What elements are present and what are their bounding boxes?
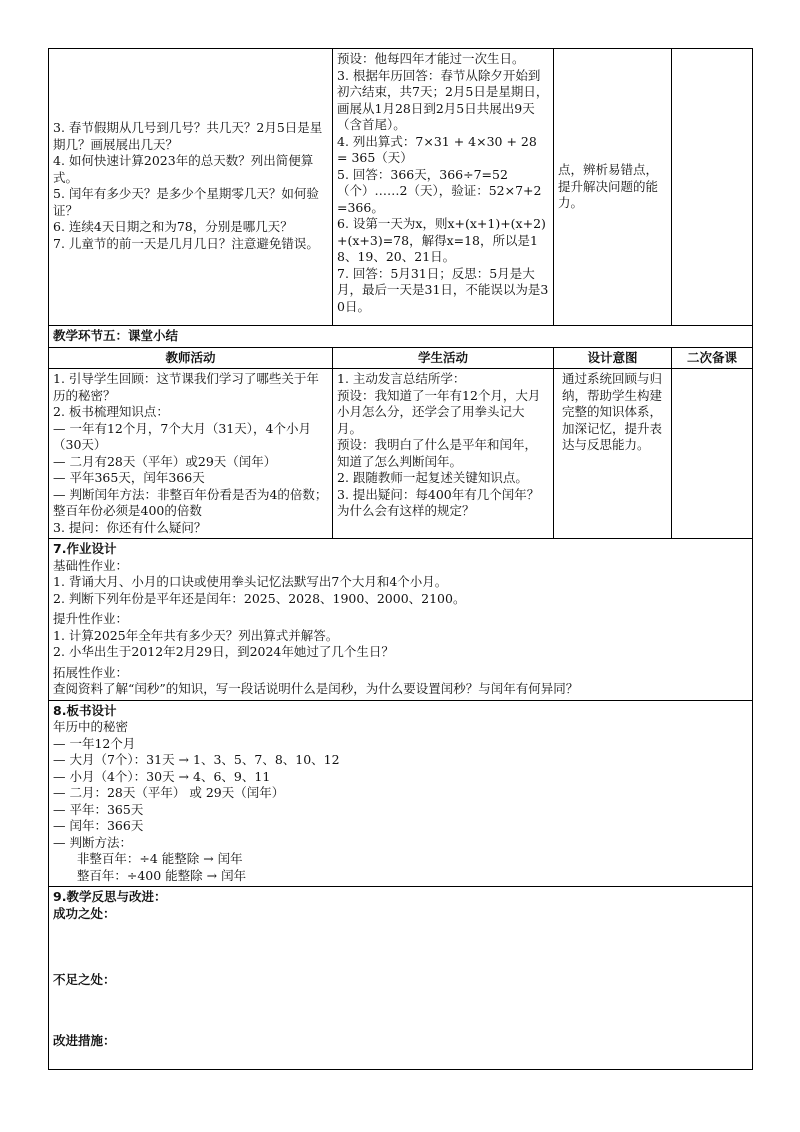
shortcoming-label: 不足之处： <box>53 972 116 987</box>
board-design-line: — 小月（4个）：30天 → 4、6、9、11 <box>53 768 271 784</box>
teacher-activity-item: 6. 连续4天日期之和为78，分别是哪几天？ <box>53 219 293 234</box>
improve-homework-label: 提升性作业： <box>53 611 129 626</box>
teacher-activity-item: 5. 闰年有多少天？是多少个星期零几天？如何验证？ <box>53 186 319 218</box>
student-activity-item: 预设：他每四年才能过一次生日。 <box>337 51 525 66</box>
header-design: 设计意图 <box>554 347 672 369</box>
teacher-activity-item: 7. 儿童节的前一天是几月几日？注意避免错误。 <box>53 235 319 251</box>
board-design-line: — 二月：28天（平年） 或 29天（闰年） <box>53 785 285 800</box>
section-title: 教学环节五：课堂小结 <box>49 326 753 348</box>
student-activity-cell <box>333 49 554 326</box>
reflection-section <box>49 887 753 1070</box>
board-design-line: 整百年：÷400 能整除 → 闰年 <box>53 867 247 883</box>
teacher-activity-list <box>53 120 328 252</box>
summary-student-item: 1. 主动发言总结所学： <box>337 371 466 386</box>
summary-teacher-item: — 一年有12个月，7个大月（31天），4个小月（30天） <box>53 420 311 452</box>
teacher-activity-item: 4. 如何快速计算2023年的总天数？列出简便算式。 <box>53 153 314 185</box>
board-design-lines <box>53 719 748 884</box>
homework-title: 7.作业设计 <box>53 541 117 556</box>
extend-homework-label: 拓展性作业： <box>53 664 129 680</box>
improve-homework-item: 2. 小华出生于2012年2月29日，到2024年她过了几个生日？ <box>53 644 394 659</box>
section-header-row <box>49 347 753 369</box>
improve-homework-item: 1. 计算2025年全年共有多少天？列出算式并解答。 <box>53 627 339 643</box>
lesson-plan-page <box>48 48 752 1070</box>
lesson-plan-table <box>48 48 753 1070</box>
improve-homework-list <box>53 628 748 661</box>
basic-homework-list <box>53 574 748 607</box>
summary-teacher-list <box>53 371 328 536</box>
design-intent-text: 点，辨析易错点，提升解决问题的能力。 <box>558 162 659 211</box>
board-design-section <box>49 700 753 887</box>
basic-homework-label: 基础性作业： <box>53 557 129 573</box>
board-design-line: — 判断方法： <box>53 834 132 850</box>
student-activity-item: 3. 根据年历回答：春节从除夕开始到初六结束，共7天；2月5日是星期日，画展从1月28日到2月5日共展出9天（含首尾）。 <box>337 67 549 132</box>
header-second-prep: 二次备课 <box>672 347 753 369</box>
extend-homework-list <box>53 681 748 698</box>
reflection-title: 9.教学反思与改进： <box>53 889 167 904</box>
summary-student-item: 3. 提出疑问：每400年有几个闰年？为什么会有这样的规定？ <box>337 486 540 518</box>
summary-teacher-item: 2. 板书梳理知识点： <box>53 404 169 419</box>
student-activity-item: 6. 设第一天为x，则x+(x+1)+(x+2)+(x+3)=78，解得x=18，所以是18、19、20、21日。 <box>337 216 546 264</box>
continuation-row <box>49 49 753 326</box>
summary-student-cell <box>333 369 554 539</box>
summary-teacher-item: — 平年365天，闰年366天 <box>53 470 205 485</box>
basic-homework-item: 1. 背诵大月、小月的口诀或使用拳头记忆法默写出7个大月和4个小月。 <box>53 574 448 589</box>
student-activity-item: 5. 回答：366天，366÷7=52（个）……2（天），验证：52×7+2=366。 <box>337 166 542 215</box>
extend-homework-item: 查阅资料了解“闰秒”的知识，写一段话说明什么是闰秒，为什么要设置闰秒？与闰年有何异同？ <box>53 681 579 696</box>
student-activity-list <box>337 51 549 315</box>
teacher-activity-item: 3. 春节假期从几号到几号？共几天？2月5日是星期几？画展展出几天？ <box>53 120 323 152</box>
design-intent-cell <box>554 49 672 326</box>
teacher-activity-cell <box>49 49 333 326</box>
homework-section <box>49 539 753 701</box>
summary-teacher-cell <box>49 369 333 539</box>
board-design-line: — 平年：365天 <box>53 801 144 817</box>
student-activity-item: 4. 列出算式：7×31 + 4×30 + 28 = 365（天） <box>337 133 541 165</box>
summary-student-item: 预设：我明白了什么是平年和闰年，知道了怎么判断闰年。 <box>337 437 538 469</box>
summary-teacher-item: 3. 提问：你还有什么疑问？ <box>53 519 207 535</box>
basic-homework-item: 2. 判断下列年份是平年还是闰年：2025、2028、1900、2000、2100。 <box>53 590 466 606</box>
header-teacher: 教师活动 <box>49 347 333 369</box>
board-design-line: 非整百年：÷4 能整除 → 闰年 <box>53 851 243 866</box>
board-design-line: — 大月（7个）：31天 → 1、3、5、7、8、10、12 <box>53 752 340 767</box>
summary-second-prep-cell <box>672 369 753 539</box>
board-design-line: 年历中的秘密 <box>53 719 129 734</box>
success-label: 成功之处： <box>53 905 116 921</box>
summary-teacher-item: 1. 引导学生回顾：这节课我们学习了哪些关于年历的秘密？ <box>53 371 319 403</box>
summary-student-list <box>337 371 549 520</box>
summary-teacher-item: — 判断闰年方法：非整百年份看是否为4的倍数；整百年份必须是400的倍数 <box>53 486 328 518</box>
summary-design-text: 通过系统回顾与归纳，帮助学生构建完整的知识体系，加深记忆，提升表达与反思能力。 <box>562 371 663 452</box>
summary-student-item: 2. 跟随教师一起复述关键知识点。 <box>337 470 528 485</box>
summary-design-cell <box>554 369 672 539</box>
improvement-label: 改进措施： <box>53 1032 116 1048</box>
summary-teacher-item: — 二月有28天（平年）或29天（闰年） <box>53 453 277 469</box>
board-design-line: — 闰年：366天 <box>53 818 144 833</box>
board-design-line: — 一年12个月 <box>53 735 136 751</box>
summary-row <box>49 369 753 539</box>
student-activity-item: 7. 回答：5月31日；反思：5月是大月，最后一天是31日，不能误以为是30日。 <box>337 265 549 314</box>
board-design-title: 8.板书设计 <box>53 702 117 718</box>
header-student: 学生活动 <box>333 347 554 369</box>
second-prep-cell <box>672 49 753 326</box>
summary-student-item: 预设：我知道了一年有12个月，大月小月怎么分，还学会了用拳头记大月。 <box>337 387 541 436</box>
